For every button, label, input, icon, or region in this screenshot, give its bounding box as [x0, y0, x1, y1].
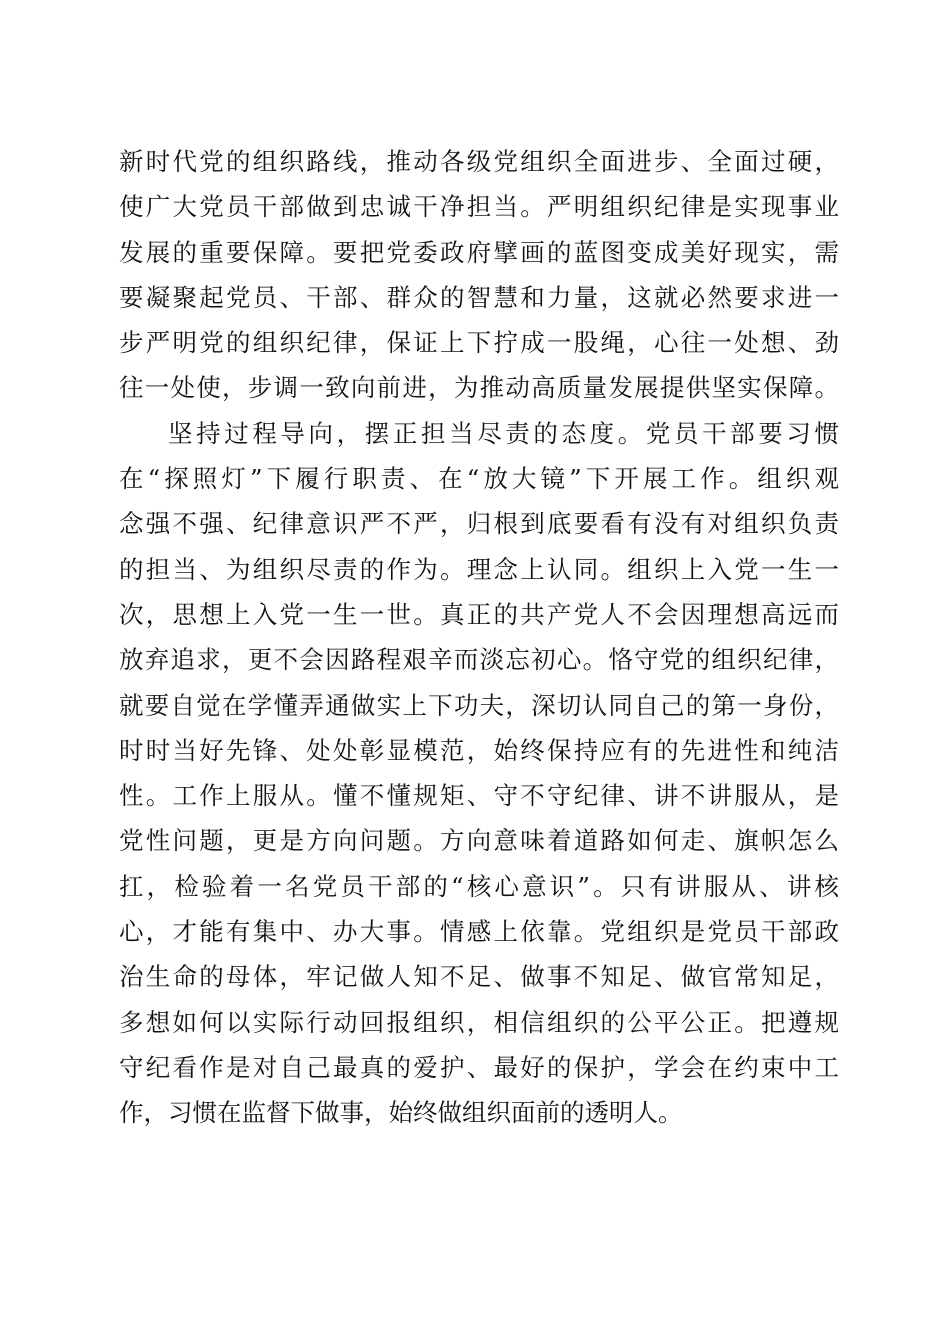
text-line: 守纪看作是对自己最真的爱护、最好的保护，学会在约束中工	[119, 1052, 839, 1082]
body-text	[119, 139, 839, 1136]
text-line: 往一处使，步调一致向前进，为推动高质量发展提供坚实保障。	[119, 373, 839, 403]
text-line: 作，习惯在监督下做事，始终做组织面前的透明人。	[119, 1098, 683, 1128]
text-line: 心，才能有集中、办大事。情感上依靠。党组织是党员干部政	[119, 917, 839, 947]
text-line: 多想如何以实际行动回报组织，相信组织的公平公正。把遵规	[119, 1007, 839, 1037]
text-line: 念强不强、纪律意识严不严，归根到底要看有没有对组织负责	[119, 509, 839, 539]
text-line: 扛，检验着一名党员干部的“核心意识”。只有讲服从、讲核	[119, 871, 839, 901]
text-line: 次，思想上入党一生一世。真正的共产党人不会因理想高远而	[119, 599, 839, 629]
paragraph	[119, 411, 839, 1136]
text-line: 新时代党的组织路线，推动各级党组织全面进步、全面过硬，	[119, 147, 839, 176]
text-line: 就要自觉在学懂弄通做实上下功夫，深切认同自己的第一身份，	[119, 690, 839, 720]
text-line: 放弃追求，更不会因路程艰辛而淡忘初心。恪守党的组织纪律，	[119, 645, 839, 675]
text-line: 步严明党的组织纪律，保证上下拧成一股绳，心往一处想、劲	[119, 328, 839, 358]
text-line: 要凝聚起党员、干部、群众的智慧和力量，这就必然要求进一	[119, 282, 839, 312]
text-line: 时时当好先锋、处处彰显模范，始终保持应有的先进性和纯洁	[119, 735, 839, 765]
text-line: 发展的重要保障。要把党委政府擘画的蓝图变成美好现实，需	[119, 237, 839, 267]
text-line: 党性问题，更是方向问题。方向意味着道路如何走、旗帜怎么	[119, 826, 839, 856]
paragraph	[119, 139, 839, 411]
text-line: 在“探照灯”下履行职责、在“放大镜”下开展工作。组织观	[119, 464, 839, 494]
text-line: 性。工作上服从。懂不懂规矩、守不守纪律、讲不讲服从，是	[119, 781, 839, 811]
text-line: 坚持过程导向，摆正担当尽责的态度。党员干部要习惯	[168, 418, 839, 448]
text-line: 的担当、为组织尽责的作为。理念上认同。组织上入党一生一	[119, 554, 839, 584]
text-line: 治生命的母体，牢记做人知不足、做事不知足、做官常知足，	[119, 962, 839, 992]
text-line: 使广大党员干部做到忠诚干净担当。严明组织纪律是实现事业	[119, 192, 839, 222]
